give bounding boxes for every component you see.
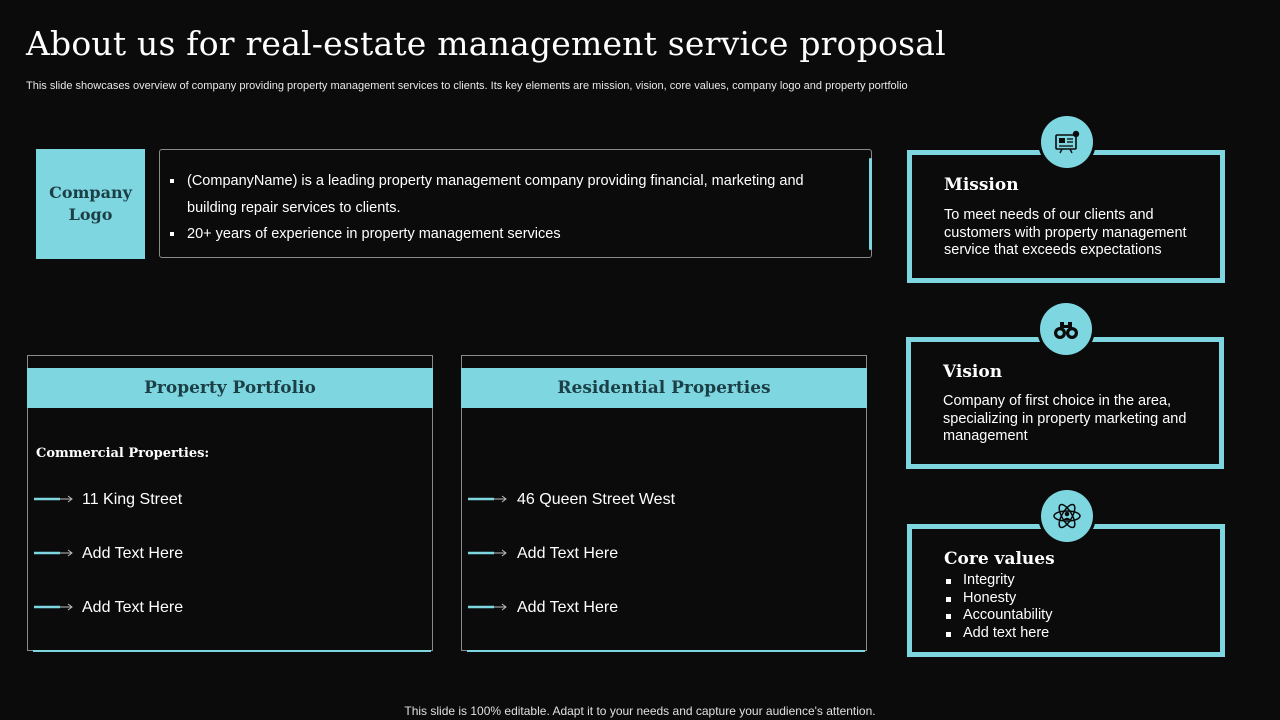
page-subtitle: This slide showcases overview of company providing property management services to clients. Its key elements are mission, vision, core values, company logo and property portfolio	[26, 80, 908, 92]
footer-note: This slide is 100% editable. Adapt it to your needs and capture your audience's attention.	[404, 704, 876, 718]
commercial-property-item: Add Text Here	[82, 599, 184, 616]
intro-list	[170, 168, 850, 248]
residential-property-item: Add Text Here	[517, 599, 619, 616]
core-values-title: Core values	[944, 549, 1055, 569]
logo-line-1: Company	[49, 183, 132, 202]
arrow-icon	[468, 602, 508, 612]
core-values-list	[944, 572, 1052, 642]
mission-title: Mission	[944, 175, 1019, 195]
arrow-icon	[34, 548, 74, 558]
arrow-icon	[468, 494, 508, 504]
core-value-item: Integrity	[944, 572, 1052, 590]
logo-line-2: Logo	[68, 205, 113, 224]
intro-item: 20+ years of experience in property management services	[170, 221, 850, 248]
property-portfolio-bottom-accent	[33, 650, 431, 652]
property-portfolio-header: Property Portfolio	[27, 368, 433, 408]
arrow-icon	[34, 494, 74, 504]
core-value-item: Add text here	[944, 625, 1052, 643]
mission-text: To meet needs of our clients and customers with property management service that exceeds expectations	[944, 207, 1187, 258]
commercial-property-item: 11 King Street	[82, 491, 183, 508]
core-value-item: Honesty	[944, 590, 1052, 608]
residential-property-item: 46 Queen Street West	[517, 491, 676, 508]
residential-properties-bottom-accent	[467, 650, 865, 652]
commercial-property-item: Add Text Here	[82, 545, 184, 562]
presentation-screen-icon	[1041, 116, 1093, 168]
vision-text: Company of first choice in the area, specializing in property marketing and management	[943, 393, 1187, 444]
residential-property-item: Add Text Here	[517, 545, 619, 562]
core-value-item: Accountability	[944, 607, 1052, 625]
intro-accent-bar	[869, 158, 872, 250]
intro-item: (CompanyName) is a leading property management company providing financial, marketing and building repair services to clients.	[170, 168, 850, 221]
page-title: About us for real-estate management service proposal	[26, 24, 946, 63]
residential-properties-header: Residential Properties	[461, 368, 867, 408]
commercial-properties-heading: Commercial Properties:	[36, 446, 210, 461]
arrow-icon	[34, 602, 74, 612]
vision-title: Vision	[943, 362, 1003, 382]
binoculars-icon	[1040, 303, 1092, 355]
company-logo-placeholder	[36, 149, 145, 259]
atom-icon	[1041, 490, 1093, 542]
arrow-icon	[468, 548, 508, 558]
